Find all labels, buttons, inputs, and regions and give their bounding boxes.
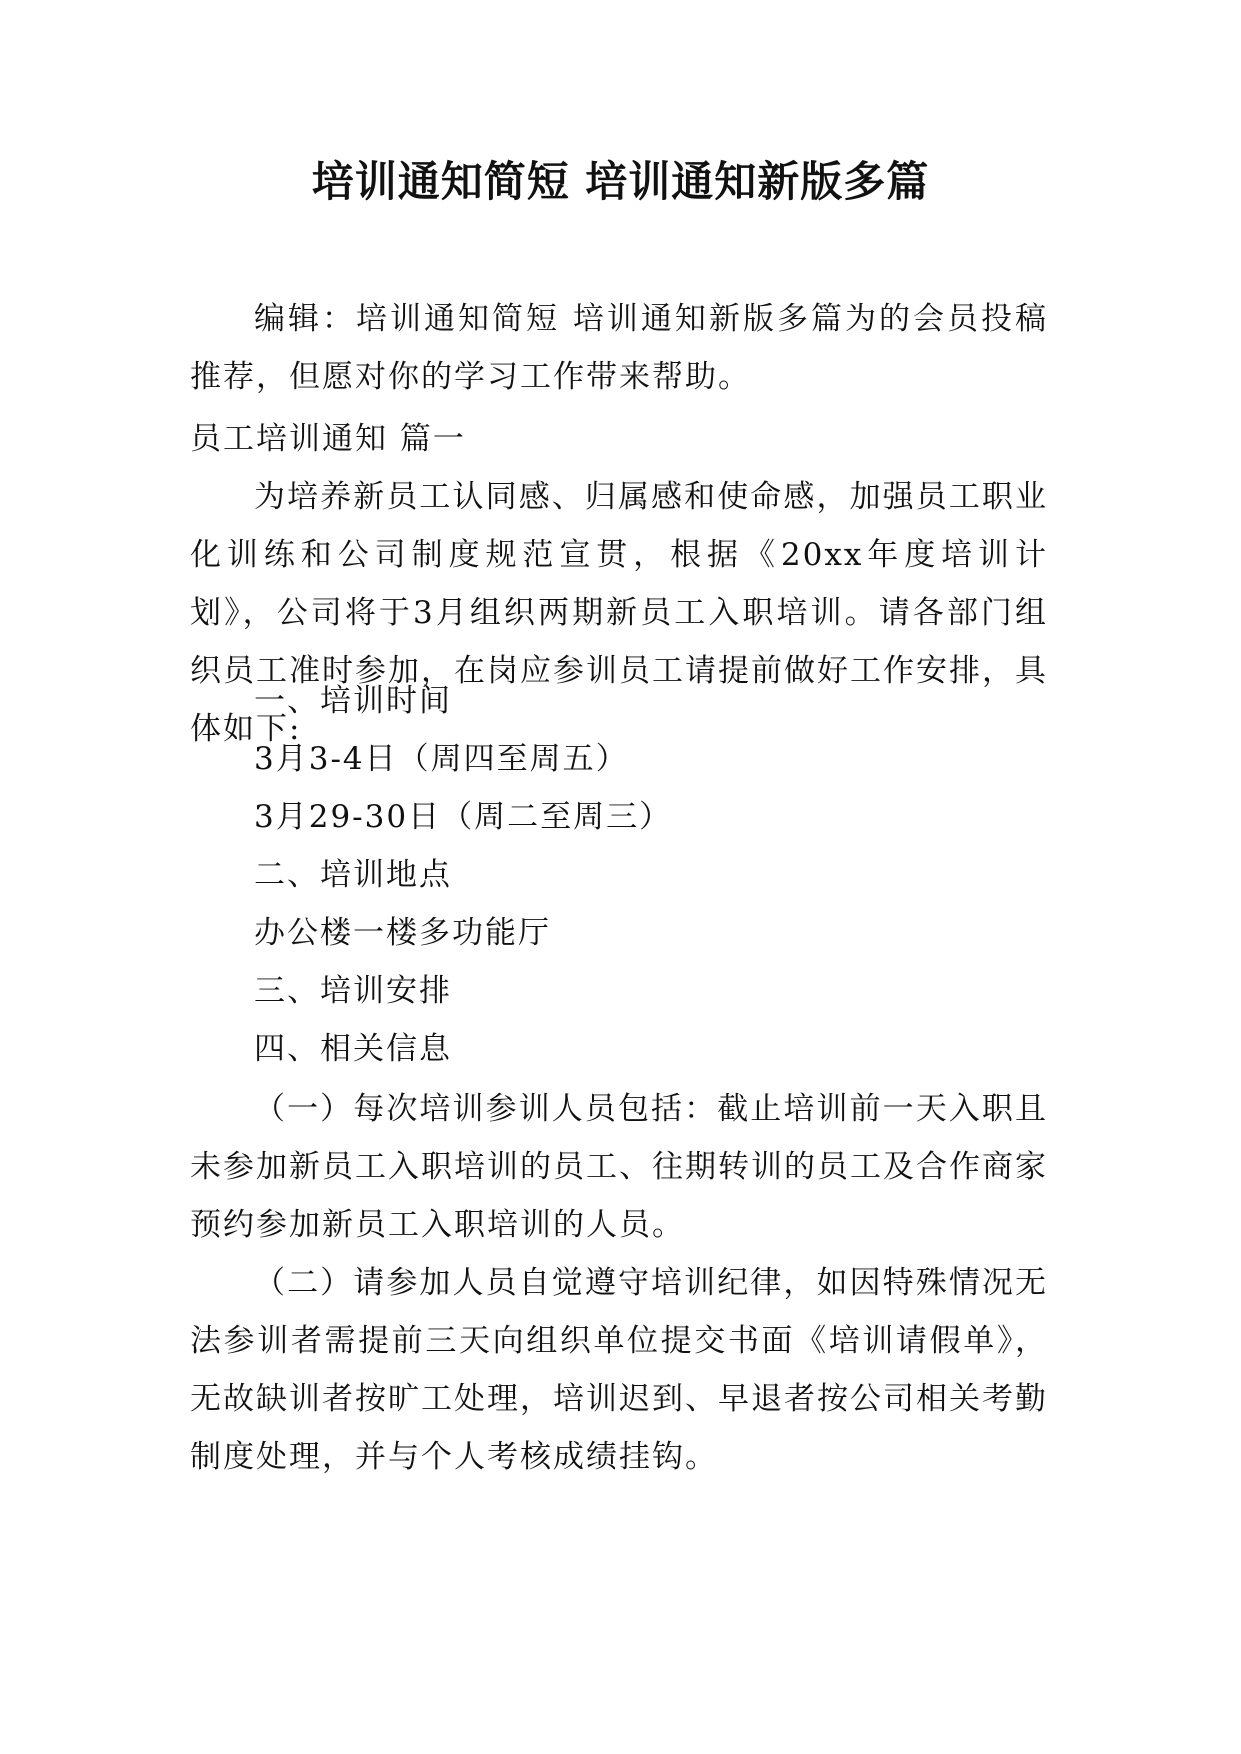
- intro-paragraph: 为培养新员工认同感、归属感和使命感，加强员工职业化训练和公司制度规范宣贯，根据《20xx年度培训计划》，公司将于3月组织两期新员工入职培训。请各部门组织员工准时参加，在岗应参训员工请提前做好工作安排，具体如下:: [190, 479, 1048, 747]
- item-heading-location: 二、培训地点: [254, 857, 452, 893]
- item-heading-info: 四、相关信息: [254, 1031, 452, 1067]
- training-date-1: 3月3-4日（周四至周五）: [254, 741, 629, 777]
- document-title: 培训通知简短 培训通知新版多篇: [311, 157, 930, 206]
- editor-note: 编辑：培训通知简短 培训通知新版多篇为的会员投稿推荐，但愿对你的学习工作带来帮助。: [190, 301, 1048, 395]
- info-paragraph-1: （一）每次培训参训人员包括：截止培训前一天入职且未参加新员工入职培训的员工、往期转训的员工及合作商家预约参加新员工入职培训的人员。: [190, 1091, 1048, 1243]
- section-heading: 员工培训通知 篇一: [190, 421, 466, 457]
- training-location: 办公楼一楼多功能厅: [254, 915, 551, 951]
- item-heading-time: 一、培训时间: [254, 683, 452, 719]
- training-date-2: 3月29-30日（周二至周三）: [254, 799, 673, 835]
- item-heading-arrangement: 三、培训安排: [254, 973, 452, 1009]
- info-paragraph-2: （二）请参加人员自觉遵守培训纪律，如因特殊情况无法参训者需提前三天向组织单位提交书面《培训请假单》，无故缺训者按旷工处理，培训迟到、早退者按公司相关考勤制度处理，并与个人考核成绩挂钩。: [190, 1265, 1048, 1475]
